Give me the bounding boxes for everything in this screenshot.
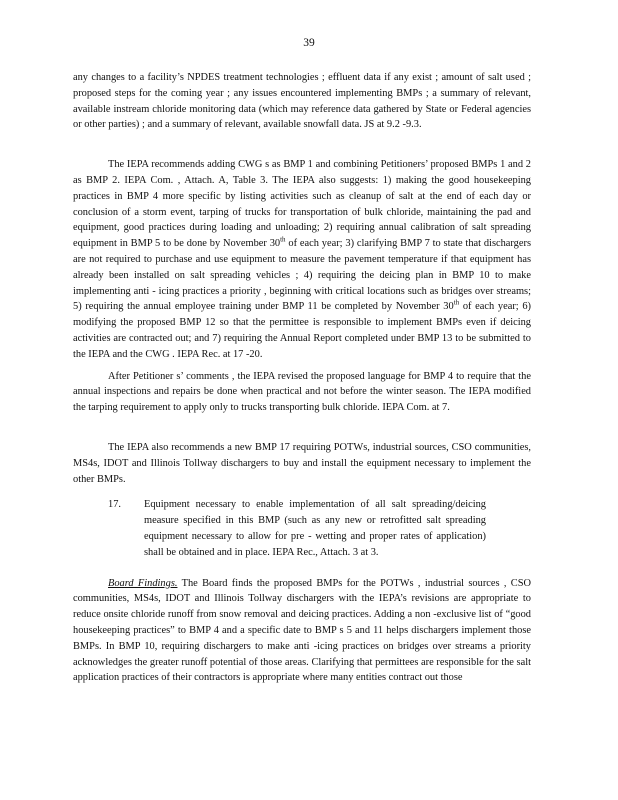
- paragraph-iepa-revision: After Petitioner s’ comments , the IEPA revised the proposed language for BMP 4 to require that the annual inspections and repairs be done when practical and not before the winter season. The IEPA modified the tarping requirement to apply only to trucks transporting bulk chloride. IEPA Com. at 7.: [73, 370, 531, 414]
- superscript: th: [453, 298, 460, 307]
- paragraph-board-findings: [73, 576, 531, 687]
- page-number: 39: [303, 37, 315, 49]
- bmp-text: Equipment necessary to enable implementation of all salt spreading/deicing measure specified in this BMP (such as any new or retrofitted salt spreading equipment necessary to allow for pre - wetting and proper rates of application) shall be obtained and in place. IEPA Rec., Attach. 3 at 3.: [144, 499, 486, 558]
- paragraph-text: of each year; 3) clarifying BMP 7 to state that dischargers are not required to purchase and use equipment to measure the pavement temperature if that equipment has already been installed on salt spreading vehicles ; 4) requiring the deicing plan in BMP 10 to make implementing anti - icing practices a priority , beginning with critical locations such as bridges over streams; 5) requiring the annual employee training under BMP 11 be completed by November 30: [73, 238, 531, 313]
- bmp-number: 17.: [108, 499, 121, 511]
- section-heading: Board Findings.: [108, 577, 178, 589]
- paragraph-iepa-recommendations: [73, 157, 531, 362]
- paragraph-text: of each year; 6) modifying the proposed BMP 12 so that the permittee is responsible to implement BMPs even if deicing activities are contracted out; and 7) requiring the Annual Report completed under BMP 13 to be submitted to the IEPA and the CWG . IEPA Rec. at 17 -20.: [73, 301, 532, 360]
- document-body: [73, 70, 531, 686]
- paragraph-text: The IEPA recommends adding CWG s as BMP 1 and combining Petitioners’ proposed BMPs 1 and 2 as BMP 2. IEPA Com. , Attach. A, Table 3. The IEPA also suggests: 1) making the good housekeeping practices in BMP 4 more specific by listing activities such as cleanup of salt at the end of each day or conclusion of a storm event, tarping of trucks for transportation of bulk chloride, maintaining the pad and equipment, good practices during loading and unloading; 2) requiring annual calibration of salt spreading equipment in BMP 5 to be done by November 30: [73, 159, 531, 250]
- bmp-17-item: [73, 497, 531, 560]
- paragraph-text: The Board finds the proposed BMPs for the POTWs , industrial sources , CSO communities, MS4s, IDOT and Illinois Tollway dischargers with the IEPA’s revisions are appropriate to reduce onsite chloride runoff from snow removal and deicing practices. Adding a non -exclusive list of “good housekeeping practices” to BMP 4 and a specific date to BMP s 5 and 11 helps dischargers implement those BMPs. In BMP 10, requiring dischargers to make anti -icing practices on bridges over streams a priority acknowledges the greater runoff potential of those areas. Clarifying that permittees are responsible for the salt application practices of their contractors is appropriate where many entities contract out those: [73, 577, 531, 684]
- paragraph-new-bmp: The IEPA also recommends a new BMP 17 requiring POTWs, industrial sources, CSO communities, MS4s, IDOT and Illinois Tollway dischargers to buy and install the equipment necessary to implement the other BMPs.: [73, 441, 531, 485]
- paragraph-continuation: any changes to a facility’s NPDES treatment technologies ; effluent data if any exist ; amount of salt used ; proposed steps for the coming year ; any issues encountered implementing BMPs ; a summary of relevant, available instream chloride monitoring data (which may reference data gathered by State or Federal agencies or other parties) ; and a summary of relevant, available snowfall data. JS at 9.2 -9.3.: [73, 72, 531, 131]
- superscript: th: [280, 235, 286, 244]
